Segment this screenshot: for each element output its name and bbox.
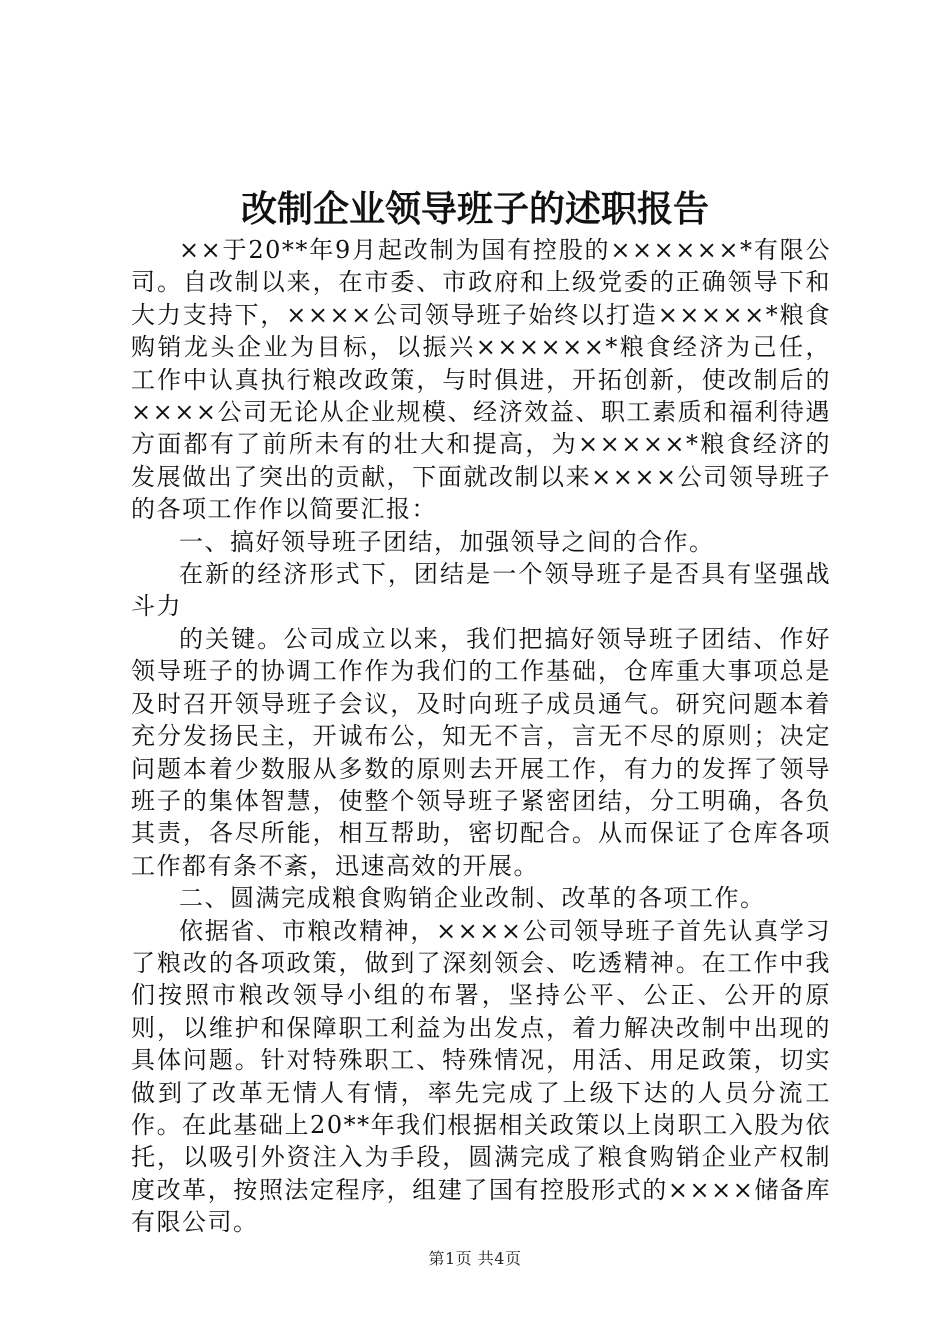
document-body: [131, 234, 831, 1239]
section-heading-1: 一、搞好领导班子团结，加强领导之间的合作。: [179, 527, 715, 556]
section-heading-2: 二、圆满完成粮食购销企业改制、改革的各项工作。: [179, 884, 766, 913]
document-title: 改制企业领导班子的述职报告: [240, 188, 709, 230]
paragraph-intro: ××于20**年9月起改制为国有控股的××××××*有限公司。自改制以来，在市委、市政府和上级党委的正确领导下和大力支持下，××××公司领导班子始终以打造×××××*粮食购销龙头企业为目标，以振兴××××××*粮食经济为己任，工作中认真执行粮改政策，与时俱进，开拓创新，使改制后的××××公司无论从企业规模、经济效益、职工素质和福利待遇方面都有了前所未有的壮大和提高，为×××××*粮食经济的发展做出了突出的贡献，下面就改制以来××××公司领导班子的各项工作作以简要汇报：: [131, 236, 831, 524]
paragraph-unity-body: 的关键。公司成立以来，我们把搞好领导班子团结、作好领导班子的协调工作作为我们的工作基础，仓库重大事项总是及时召开领导班子会议，及时向班子成员通气。研究问题本着充分发扬民主，开诚布公，知无不言，言无不尽的原则；决定问题本着少数服从多数的原则去开展工作，有力的发挥了领导班子的集体智慧，使整个领导班子紧密团结，分工明确，各负其责，各尽所能，相互帮助，密切配合。从而保证了仓库各项工作都有条不紊，迅速高效的开展。: [131, 624, 831, 880]
paragraph-reform: 依据省、市粮改精神，××××公司领导班子首先认真学习了粮改的各项政策，做到了深刻领会、吃透精神。在工作中我们按照市粮改领导小组的布署，坚持公平、公正、公开的原则，以维护和保障职工利益为出发点，着力解决改制中出现的具体问题。针对特殊职工、特殊情况，用活、用足政策，切实做到了改革无情人有情，率先完成了上级下达的人员分流工作。在此基础上20**年我们根据相关政策以上岗职工入股为依托，以吸引外资注入为手段，圆满完成了粮食购销企业产权制度改革，按照法定程序，组建了国有控股形式的××××储备库有限公司。: [131, 916, 831, 1237]
page-number: 第1页 共4页: [428, 1249, 522, 1268]
paragraph-unity-start: 在新的经济形式下，团结是一个领导班子是否具有坚强战斗力: [131, 560, 831, 621]
